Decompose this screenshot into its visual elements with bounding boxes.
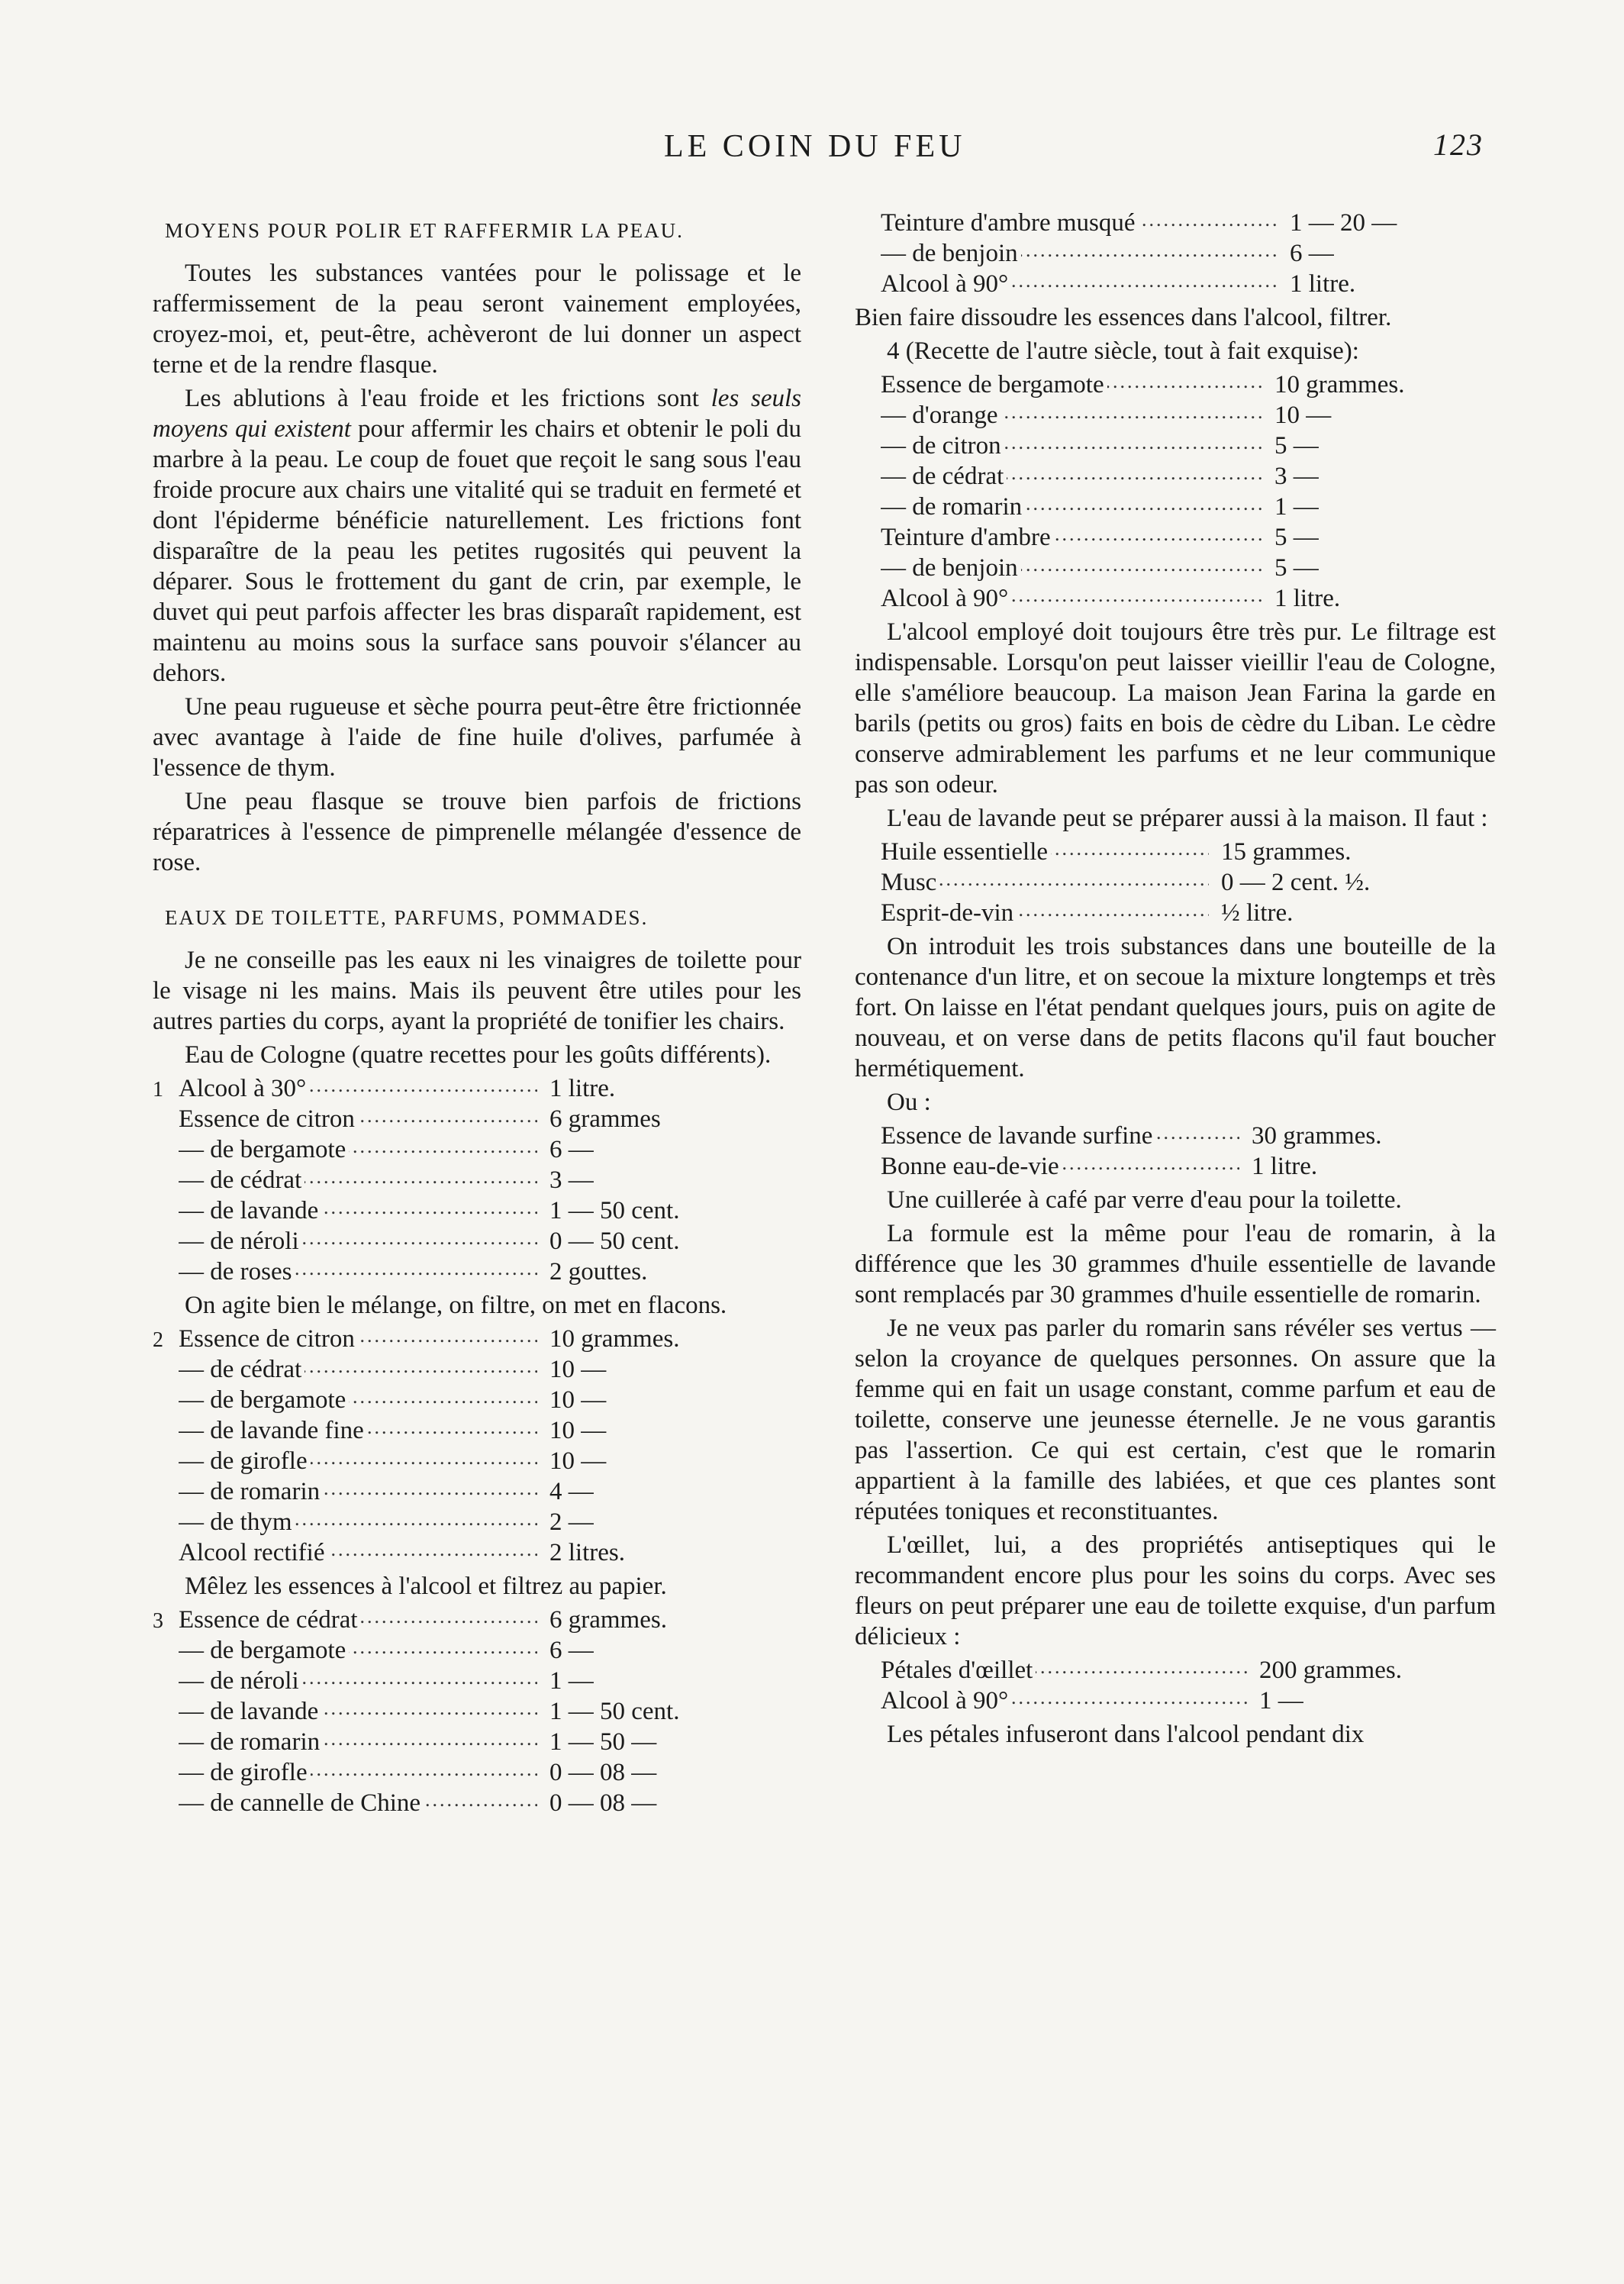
recipe-row	[153, 1666, 801, 1696]
ingredient-quantity: 1 —	[1274, 493, 1319, 521]
ingredient-name	[881, 461, 1262, 492]
ingredient-quantity: 0 — 50 cent.	[549, 1227, 680, 1255]
recipe-row	[153, 1537, 801, 1568]
recipe-row	[855, 1655, 1496, 1686]
ingredient-label: — de bergamote	[179, 1386, 349, 1414]
recipe-row	[153, 1195, 801, 1226]
recipe-row	[855, 553, 1496, 583]
paragraph: Les pétales infuseront dans l'alcool pendant dix	[887, 1721, 1365, 1748]
ingredient-quantity: 10 —	[549, 1417, 607, 1444]
ingredient-quantity: 30 grammes.	[1252, 1122, 1382, 1150]
ingredient-name	[179, 1666, 537, 1696]
recipe-row	[153, 1605, 801, 1635]
ingredient-quantity: 10 —	[549, 1386, 607, 1414]
ingredient-quantity: 1 litre.	[1274, 585, 1341, 612]
ingredient-quantity: 2 —	[549, 1508, 594, 1536]
ingredient-label: Essence de bergamote	[881, 371, 1107, 398]
ingredient-name	[179, 1446, 537, 1476]
ingredient-label: — de roses	[179, 1258, 295, 1286]
paragraph: Mêlez les essences à l'alcool et filtrez au papier.	[185, 1573, 667, 1600]
ingredient-label: Musc	[881, 869, 939, 896]
ingredient-label: — de romarin	[179, 1728, 323, 1756]
paragraph: Bien faire dissoudre les essences dans l'alcool, filtrer.	[855, 304, 1392, 331]
ingredient-name	[179, 1324, 537, 1354]
ingredient-name	[179, 1415, 537, 1446]
recipe-row	[153, 1757, 801, 1788]
ingredient-name	[179, 1605, 537, 1635]
recipe-row	[855, 369, 1496, 400]
ingredient-quantity: 5 —	[1274, 524, 1319, 551]
ingredient-label: Essence de lavande surfine	[881, 1122, 1155, 1150]
ingredient-name	[179, 1635, 537, 1666]
recipe-row	[855, 1686, 1496, 1716]
ingredient-name	[179, 1385, 537, 1415]
ingredient-label: — de thym	[179, 1508, 295, 1536]
ingredient-name	[881, 522, 1262, 553]
section-heading: EAUX DE TOILETTE, PARFUMS, POMMADES.	[165, 906, 649, 929]
ingredient-label: Huile essentielle	[881, 838, 1051, 866]
ingredient-name	[179, 1788, 537, 1818]
ingredient-quantity: 1 litre.	[549, 1075, 616, 1102]
ingredient-name	[881, 553, 1262, 583]
recipe-row	[153, 1476, 801, 1507]
ingredient-label: Teinture d'ambre musqué	[881, 209, 1139, 237]
ingredient-quantity: 4 —	[549, 1478, 594, 1505]
ingredient-label: — de bergamote	[179, 1136, 349, 1163]
recipe-row	[855, 492, 1496, 522]
paragraph: Eau de Cologne (quatre recettes pour les goûts différents).	[185, 1041, 772, 1069]
ingredient-label: — de lavande	[179, 1698, 321, 1725]
recipe-row	[855, 522, 1496, 553]
paragraph: 4 (Recette de l'autre siècle, tout à fait exquise):	[887, 337, 1359, 365]
ingredient-label: — de romarin	[881, 493, 1025, 521]
recipe-row	[153, 1354, 801, 1385]
paragraph: Une peau flasque se trouve bien parfois de frictions réparatrices à l'essence de pimprenelle mélangée d'essence de rose.	[153, 788, 801, 876]
ingredient-name	[179, 1226, 537, 1257]
ingredient-quantity: 10 grammes.	[1274, 371, 1405, 398]
ingredient-name	[881, 492, 1262, 522]
recipe-row	[153, 1257, 801, 1287]
ingredient-label: Essence de citron	[179, 1105, 358, 1133]
recipe-row	[153, 1165, 801, 1195]
paragraph: L'eau de lavande peut se préparer aussi à la maison. Il faut :	[887, 805, 1488, 832]
recipe-row	[855, 867, 1496, 898]
ingredient-quantity: 1 —	[1259, 1687, 1303, 1715]
text-run: pour affermir les chairs et obtenir le poli du marbre à la peau. Le coup de fouet que reçoit le sang sous l'eau froide procure aux chairs une vitalité qui se traduit en fermeté et dont l'épiderme bénéficie naturellement. Les frictions font disparaître de la peau les petites rugosités qui peuvent la déparer. Sous le frottement du gant de crin, par exemple, le duvet qui peut parfois affecter les bras disparaît rapidement, est maintenu au moins sous la surface sans pouvoir s'élancer au dehors.	[153, 415, 801, 687]
paragraph: Je ne conseille pas les eaux ni les vinaigres de toilette pour le visage ni les mains. Mais ils peuvent être utiles pour les autres parties du corps, ayant la propriété de tonifier les chairs.	[153, 947, 801, 1035]
ingredient-quantity: 6 —	[1290, 240, 1334, 267]
ingredient-quantity: 0 — 08 —	[549, 1789, 657, 1817]
recipe-row	[855, 431, 1496, 461]
ingredient-name	[881, 837, 1209, 867]
ingredient-quantity: 15 grammes.	[1221, 838, 1352, 866]
recipe-row	[153, 1226, 801, 1257]
ingredient-name	[881, 400, 1262, 431]
ingredient-label: — d'orange	[881, 402, 1000, 429]
section-heading: MOYENS POUR POLIR ET RAFFERMIR LA PEAU.	[165, 219, 684, 242]
recipe-number: 3	[153, 1609, 163, 1633]
recipe-row	[153, 1727, 801, 1757]
ingredient-quantity: 1 —	[549, 1667, 594, 1695]
running-title: LE COIN DU FEU	[664, 129, 966, 164]
ingredient-quantity: 2 litres.	[549, 1539, 625, 1566]
right-column	[855, 206, 1496, 1753]
ingredient-quantity: 10 grammes.	[549, 1325, 680, 1353]
ingredient-label: — de benjoin	[881, 240, 1021, 267]
recipe-list	[153, 1324, 801, 1568]
recipe-row	[855, 208, 1496, 238]
ingredient-quantity: 1 — 50 —	[549, 1728, 657, 1756]
ingredient-quantity: 1 — 50 cent.	[549, 1698, 680, 1725]
ingredient-name	[179, 1696, 537, 1727]
ingredient-name	[881, 898, 1209, 928]
ingredient-name	[881, 269, 1278, 299]
ingredient-label: Essence de citron	[179, 1325, 358, 1353]
ingredient-label: — de néroli	[179, 1227, 302, 1255]
recipe-row	[153, 1073, 801, 1104]
recipe-number: 2	[153, 1328, 163, 1352]
ingredient-label: — de cannelle de Chine	[179, 1789, 424, 1817]
recipe-row	[153, 1324, 801, 1354]
recipe-row	[855, 238, 1496, 269]
ingredient-quantity: 10 —	[549, 1447, 607, 1475]
ingredient-label: — de lavande	[179, 1197, 321, 1224]
recipe-row	[153, 1385, 801, 1415]
recipe-row	[855, 837, 1496, 867]
ingredient-label: — de girofle	[179, 1447, 311, 1475]
left-column	[153, 206, 801, 1821]
ingredient-name	[179, 1257, 537, 1287]
emphasis: les seuls moyens qui existent	[153, 385, 801, 443]
paragraph: Je ne veux pas parler du romarin sans révéler ses vertus — selon la croyance de quelques personnes. On assure que la femme qui en fait un usage constant, comme parfum et eau de toilette, conserve une jeunesse éternelle. Je ne vous garantis pas l'assertion. Ce qui est certain, c'est que le romarin appartient à la famille des labiées, et que ces plantes sont réputées toniques et reconstituantes.	[855, 1315, 1496, 1525]
ingredient-name	[179, 1476, 537, 1507]
recipe-row	[153, 1415, 801, 1446]
ingredient-quantity: ½ litre.	[1221, 899, 1294, 927]
recipe-number: 1	[153, 1078, 163, 1102]
ingredient-label: Pétales d'œillet	[881, 1657, 1036, 1684]
ingredient-name	[881, 431, 1262, 461]
paragraph: La formule est la même pour l'eau de romarin, à la différence que les 30 grammes d'huile essentielle de lavande sont remplacés par 30 grammes d'huile essentielle de romarin.	[855, 1220, 1496, 1308]
ingredient-label: Alcool à 90°	[881, 270, 1011, 298]
ingredient-label: — de benjoin	[881, 554, 1021, 582]
ingredient-label: — de romarin	[179, 1478, 323, 1505]
ingredient-quantity: 1 — 50 cent.	[549, 1197, 680, 1224]
ingredient-name	[179, 1104, 537, 1134]
ingredient-label: — de cédrat	[179, 1356, 304, 1383]
paragraph: L'œillet, lui, a des propriétés antiseptiques qui le recommandent encore plus pour les soins du corps. Avec ses fleurs on peut préparer une eau de toilette exquise, d'un parfum délicieux :	[855, 1531, 1496, 1650]
ingredient-name	[179, 1195, 537, 1226]
recipe-row	[153, 1134, 801, 1165]
recipe-list	[855, 369, 1496, 614]
recipe-row	[855, 898, 1496, 928]
ingredient-name	[881, 1686, 1247, 1716]
ingredient-quantity: 3 —	[1274, 463, 1319, 490]
ingredient-quantity: 200 grammes.	[1259, 1657, 1402, 1684]
ingredient-label: Alcool à 90°	[881, 585, 1011, 612]
recipe-row	[153, 1104, 801, 1134]
ingredient-label: Alcool rectifié	[179, 1539, 328, 1566]
ingredient-quantity: 0 — 08 —	[549, 1759, 657, 1786]
ingredient-name	[881, 369, 1262, 400]
paragraph: Toutes les substances vantées pour le polissage et le raffermissement de la peau seront vainement employées, croyez-moi, et, peut-être, achèveront de lui donner un aspect terne et de la rendre flasque.	[153, 260, 801, 379]
paragraph: On introduit les trois substances dans une bouteille de la contenance d'un litre, et on secoue la mixture longtemps et très fort. On laisse en l'état pendant quelques jours, puis on agite de nouveau, et on verse dans de petits flacons qu'il faut boucher hermétiquement.	[855, 933, 1496, 1082]
ingredient-name	[179, 1073, 537, 1104]
ingredient-label: Esprit-de-vin	[881, 899, 1017, 927]
recipe-list	[153, 1073, 801, 1287]
ingredient-name	[881, 1655, 1247, 1686]
ingredient-name	[179, 1165, 537, 1195]
ingredient-quantity: 6 grammes.	[549, 1606, 667, 1634]
recipe-row	[153, 1507, 801, 1537]
ingredient-name	[881, 867, 1209, 898]
recipe-row	[855, 1121, 1496, 1151]
page-number: 123	[1433, 127, 1484, 162]
ingredient-quantity: 1 litre.	[1290, 270, 1356, 298]
paragraph	[153, 383, 801, 689]
ingredient-quantity: 2 gouttes.	[549, 1258, 648, 1286]
ingredient-quantity: 3 —	[549, 1166, 594, 1194]
ingredient-name	[881, 583, 1262, 614]
recipe-list	[855, 1121, 1496, 1182]
recipe-list	[855, 1655, 1496, 1716]
ingredient-quantity: 6 grammes	[549, 1105, 661, 1133]
ingredient-quantity: 1 — 20 —	[1290, 209, 1397, 237]
ingredient-name	[881, 1151, 1239, 1182]
recipe-row	[153, 1788, 801, 1818]
recipe-row	[855, 1151, 1496, 1182]
ingredient-name	[881, 238, 1278, 269]
ingredient-label: — de citron	[881, 432, 1004, 460]
recipe-list	[855, 208, 1496, 299]
ingredient-label: Essence de cédrat	[179, 1606, 361, 1634]
paragraph: Une peau rugueuse et sèche pourra peut-être être frictionnée avec avantage à l'aide de fine huile d'olives, parfumée à l'essence de thym.	[153, 693, 801, 782]
ingredient-name	[179, 1134, 537, 1165]
ingredient-name	[179, 1757, 537, 1788]
ingredient-label: Teinture d'ambre	[881, 524, 1054, 551]
ingredient-quantity: 5 —	[1274, 432, 1319, 460]
ingredient-label: — de néroli	[179, 1667, 302, 1695]
ingredient-label: — de lavande fine	[179, 1417, 367, 1444]
text-run: Les ablutions à l'eau froide et les frictions sont	[185, 385, 711, 412]
recipe-row	[153, 1696, 801, 1727]
ingredient-quantity: 6 —	[549, 1136, 594, 1163]
ingredient-name	[881, 1121, 1239, 1151]
recipe-row	[153, 1446, 801, 1476]
recipe-list	[855, 837, 1496, 928]
ingredient-label: Alcool à 90°	[881, 1687, 1011, 1715]
ingredient-name	[179, 1354, 537, 1385]
recipe-row	[153, 1635, 801, 1666]
recipe-row	[855, 461, 1496, 492]
ingredient-label: — de girofle	[179, 1759, 311, 1786]
ingredient-quantity: 0 — 2 cent. ½.	[1221, 869, 1371, 896]
ingredient-label: — de cédrat	[179, 1166, 304, 1194]
paragraph: Une cuillerée à café par verre d'eau pour la toilette.	[887, 1186, 1402, 1214]
ingredient-quantity: 6 —	[549, 1637, 594, 1664]
ingredient-label: Alcool à 30°	[179, 1075, 309, 1102]
ingredient-label: — de cédrat	[881, 463, 1007, 490]
ingredient-quantity: 1 litre.	[1252, 1153, 1318, 1180]
recipe-row	[855, 583, 1496, 614]
recipe-row	[855, 269, 1496, 299]
paragraph: On agite bien le mélange, on filtre, on met en flacons.	[185, 1292, 727, 1319]
ingredient-quantity: 10 —	[549, 1356, 607, 1383]
ingredient-quantity: 5 —	[1274, 554, 1319, 582]
ingredient-name	[179, 1507, 537, 1537]
recipe-list	[153, 1605, 801, 1818]
ingredient-name	[881, 208, 1278, 238]
ingredient-quantity: 10 —	[1274, 402, 1332, 429]
ingredient-label: — de bergamote	[179, 1637, 349, 1664]
ingredient-name	[179, 1727, 537, 1757]
paragraph: Ou :	[887, 1089, 931, 1116]
ingredient-name	[179, 1537, 537, 1568]
paragraph: L'alcool employé doit toujours être très pur. Le filtrage est indispensable. Lorsqu'on peut laisser vieillir l'eau de Cologne, elle s'améliore beaucoup. La maison Jean Farina la garde en barils (petits ou gros) faits en bois de cèdre du Liban. Le cèdre conserve admirablement les parfums et ne leur communique pas son odeur.	[855, 618, 1496, 798]
recipe-row	[855, 400, 1496, 431]
ingredient-label: Bonne eau-de-vie	[881, 1153, 1062, 1180]
